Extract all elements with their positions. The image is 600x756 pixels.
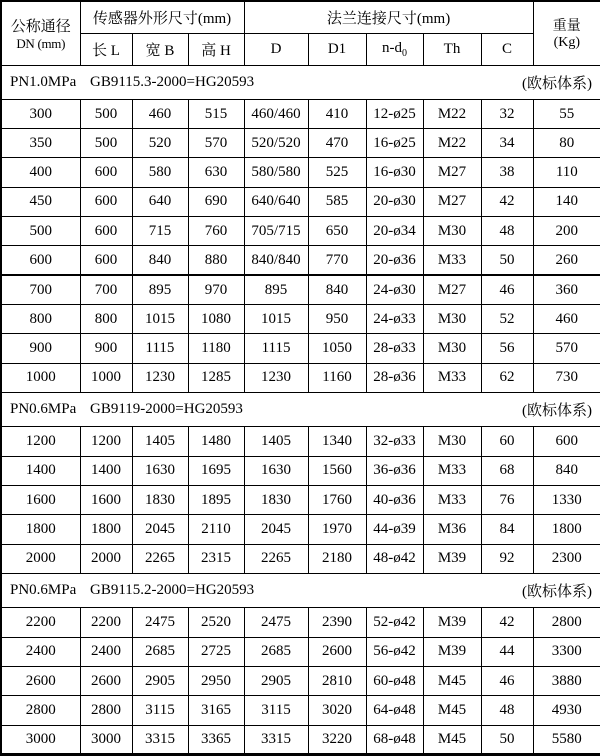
weight-header-cell <box>533 1 600 65</box>
table-cell: 840 <box>132 246 188 275</box>
table-header <box>1 1 600 65</box>
table-cell: 2905 <box>244 666 308 695</box>
section-header-row <box>1 392 600 426</box>
table-cell: 770 <box>308 246 366 275</box>
table-cell: 3220 <box>308 725 366 754</box>
dn-value-cell: 800 <box>1 305 80 334</box>
table-cell: 32-ø33 <box>366 427 423 456</box>
table-cell: 46 <box>481 275 533 304</box>
table-cell: M45 <box>423 696 481 725</box>
table-row <box>1 544 600 573</box>
sensor-dimensions-group-header: 传感器外形尺寸(mm) <box>80 1 244 33</box>
table-cell: 38 <box>481 158 533 187</box>
table-cell: 1480 <box>188 427 244 456</box>
table-cell: 24-ø33 <box>366 305 423 334</box>
column-header-height: 高 H <box>188 33 244 65</box>
dn-header-line1: 公称通径 <box>10 18 71 35</box>
table-cell: 3315 <box>244 725 308 754</box>
table-cell: 48 <box>481 696 533 725</box>
standard-code-label: GB9119-2000=HG20593 <box>90 401 243 418</box>
table-cell: 1115 <box>244 334 308 363</box>
table-cell: 16-ø30 <box>366 158 423 187</box>
table-cell: 55 <box>533 99 600 128</box>
table-cell: M36 <box>423 515 481 544</box>
header-row-groups <box>1 1 600 33</box>
table-row <box>1 246 600 275</box>
dn-value-cell: 1000 <box>1 363 80 392</box>
table-cell: 2000 <box>80 544 132 573</box>
table-cell: 2950 <box>188 666 244 695</box>
table-cell: 2390 <box>308 608 366 637</box>
table-row <box>1 725 600 754</box>
table-cell: 3165 <box>188 696 244 725</box>
dn-header-cell <box>1 1 80 65</box>
column-header-c: C <box>481 33 533 65</box>
table-cell: 3365 <box>188 725 244 754</box>
table-cell: 600 <box>533 427 600 456</box>
pressure-rating-label: PN0.6MPa <box>10 401 77 418</box>
table-cell: 56 <box>481 334 533 363</box>
dn-header-line2: DN (mm) <box>16 35 66 51</box>
table-cell: 840 <box>533 456 600 485</box>
table-cell: M27 <box>423 158 481 187</box>
table-cell: 32 <box>481 99 533 128</box>
table-cell: 600 <box>80 246 132 275</box>
table-row <box>1 427 600 456</box>
table-cell: 880 <box>188 246 244 275</box>
table-cell: 1760 <box>308 485 366 514</box>
table-cell: 800 <box>80 305 132 334</box>
table-cell: 1340 <box>308 427 366 456</box>
dn-value-cell: 1600 <box>1 485 80 514</box>
table-row <box>1 637 600 666</box>
table-cell: 2810 <box>308 666 366 695</box>
dn-value-cell: 600 <box>1 246 80 275</box>
table-cell: 1895 <box>188 485 244 514</box>
table-cell: 1230 <box>132 363 188 392</box>
table-cell: 56-ø42 <box>366 637 423 666</box>
dn-value-cell: 500 <box>1 217 80 246</box>
table-cell: 410 <box>308 99 366 128</box>
dn-value-cell: 2400 <box>1 637 80 666</box>
table-cell: 1830 <box>132 485 188 514</box>
table-cell: 4930 <box>533 696 600 725</box>
table-cell: 44-ø39 <box>366 515 423 544</box>
table-row <box>1 99 600 128</box>
table-cell: M30 <box>423 217 481 246</box>
table-cell: 1285 <box>188 363 244 392</box>
dn-value-cell: 2200 <box>1 608 80 637</box>
table-cell: 2905 <box>132 666 188 695</box>
table-cell: 3315 <box>132 725 188 754</box>
table-cell: 3115 <box>132 696 188 725</box>
table-cell: 1015 <box>244 305 308 334</box>
column-header-th: Th <box>423 33 481 65</box>
table-cell: 20-ø34 <box>366 217 423 246</box>
dn-value-cell: 700 <box>1 275 80 304</box>
table-cell: 1160 <box>308 363 366 392</box>
table-cell: 40-ø36 <box>366 485 423 514</box>
table-cell: 760 <box>188 217 244 246</box>
table-cell: 690 <box>188 187 244 216</box>
table-cell: 460 <box>533 305 600 334</box>
table-row <box>1 334 600 363</box>
dn-value-cell: 2800 <box>1 696 80 725</box>
table-cell: 2315 <box>188 544 244 573</box>
table-cell: M33 <box>423 246 481 275</box>
dn-value-cell: 900 <box>1 334 80 363</box>
table-cell: 1000 <box>80 363 132 392</box>
table-cell: 900 <box>80 334 132 363</box>
table-cell: 64-ø48 <box>366 696 423 725</box>
table-cell: M39 <box>423 544 481 573</box>
column-header-length: 长 L <box>80 33 132 65</box>
table-row <box>1 363 600 392</box>
table-row <box>1 305 600 334</box>
section-header-cell <box>1 573 600 607</box>
dn-value-cell: 450 <box>1 187 80 216</box>
table-cell: 500 <box>80 99 132 128</box>
table-cell: 600 <box>80 187 132 216</box>
table-cell: 48 <box>481 217 533 246</box>
table-cell: 1630 <box>244 456 308 485</box>
table-cell: 460 <box>132 99 188 128</box>
table-cell: 24-ø30 <box>366 275 423 304</box>
table-cell: 1970 <box>308 515 366 544</box>
dn-value-cell: 1400 <box>1 456 80 485</box>
table-cell: 1600 <box>80 485 132 514</box>
table-cell: 360 <box>533 275 600 304</box>
dn-value-cell: 2600 <box>1 666 80 695</box>
column-header-d: D <box>244 33 308 65</box>
table-cell: 50 <box>481 246 533 275</box>
table-cell: 2200 <box>80 608 132 637</box>
header-row-columns <box>1 33 600 65</box>
table-cell: 840/840 <box>244 246 308 275</box>
table-cell: 92 <box>481 544 533 573</box>
table-cell: M45 <box>423 725 481 754</box>
table-cell: 1115 <box>132 334 188 363</box>
table-cell: M27 <box>423 187 481 216</box>
table-cell: 20-ø36 <box>366 246 423 275</box>
table-cell: 3880 <box>533 666 600 695</box>
table-cell: M39 <box>423 637 481 666</box>
table-cell: 68-ø48 <box>366 725 423 754</box>
standard-code-label: GB9115.2-2000=HG20593 <box>90 582 255 599</box>
table-cell: 520/520 <box>244 129 308 158</box>
dn-value-cell: 1800 <box>1 515 80 544</box>
table-cell: 2800 <box>80 696 132 725</box>
table-cell: 2045 <box>244 515 308 544</box>
table-cell: 1695 <box>188 456 244 485</box>
column-header-d1: D1 <box>308 33 366 65</box>
table-cell: M30 <box>423 334 481 363</box>
table-cell: 705/715 <box>244 217 308 246</box>
table-cell: 970 <box>188 275 244 304</box>
table-cell: M45 <box>423 666 481 695</box>
table-cell: 2600 <box>80 666 132 695</box>
section-header-row <box>1 65 600 99</box>
table-cell: 3300 <box>533 637 600 666</box>
table-cell: M33 <box>423 363 481 392</box>
table-cell: 2475 <box>132 608 188 637</box>
table-cell: 60-ø48 <box>366 666 423 695</box>
table-cell: 840 <box>308 275 366 304</box>
table-cell: 1560 <box>308 456 366 485</box>
table-cell: M22 <box>423 129 481 158</box>
standard-system-label: (欧标体系) <box>522 584 593 601</box>
table-cell: 36-ø36 <box>366 456 423 485</box>
table-cell: 640/640 <box>244 187 308 216</box>
table-cell: 3115 <box>244 696 308 725</box>
table-cell: M33 <box>423 485 481 514</box>
table-cell: 630 <box>188 158 244 187</box>
weight-header-line2: (Kg) <box>553 35 581 51</box>
pressure-rating-label: PN1.0MPa <box>10 73 77 90</box>
table-cell: 1800 <box>533 515 600 544</box>
section-header-row <box>1 573 600 607</box>
table-cell: 1015 <box>132 305 188 334</box>
table-cell: 62 <box>481 363 533 392</box>
table-cell: 12-ø25 <box>366 99 423 128</box>
table-row <box>1 696 600 725</box>
table-row <box>1 158 600 187</box>
table-cell: 2685 <box>244 637 308 666</box>
flange-dimensions-group-header: 法兰连接尺寸(mm) <box>244 1 533 33</box>
table-cell: 2110 <box>188 515 244 544</box>
table-cell: 28-ø33 <box>366 334 423 363</box>
dn-value-cell: 3000 <box>1 725 80 754</box>
table-cell: 84 <box>481 515 533 544</box>
table-cell: 470 <box>308 129 366 158</box>
table-cell: 60 <box>481 427 533 456</box>
table-cell: 950 <box>308 305 366 334</box>
table-cell: M30 <box>423 305 481 334</box>
table-cell: 730 <box>533 363 600 392</box>
standard-system-label: (欧标体系) <box>522 75 593 92</box>
table-cell: 48-ø42 <box>366 544 423 573</box>
table-cell: 715 <box>132 217 188 246</box>
dn-value-cell: 1200 <box>1 427 80 456</box>
dn-value-cell: 2000 <box>1 544 80 573</box>
table-cell: 52 <box>481 305 533 334</box>
table-cell: 2475 <box>244 608 308 637</box>
table-cell: 44 <box>481 637 533 666</box>
column-header-n-d0 <box>366 33 423 65</box>
table-cell: 2265 <box>132 544 188 573</box>
table-cell: 1230 <box>244 363 308 392</box>
table-row <box>1 275 600 304</box>
table-cell: 260 <box>533 246 600 275</box>
table-cell: 1180 <box>188 334 244 363</box>
table-cell: 520 <box>132 129 188 158</box>
table-cell: 140 <box>533 187 600 216</box>
table-row <box>1 666 600 695</box>
table-cell: M27 <box>423 275 481 304</box>
dn-value-cell: 300 <box>1 99 80 128</box>
table-cell: 68 <box>481 456 533 485</box>
table-cell: 2400 <box>80 637 132 666</box>
table-cell: 570 <box>188 129 244 158</box>
table-cell: 640 <box>132 187 188 216</box>
section-header-cell <box>1 65 600 99</box>
table-row <box>1 515 600 544</box>
table-cell: 1405 <box>132 427 188 456</box>
table-cell: 460/460 <box>244 99 308 128</box>
dn-value-cell: 350 <box>1 129 80 158</box>
table-cell: 515 <box>188 99 244 128</box>
table-row <box>1 217 600 246</box>
table-cell: 1200 <box>80 427 132 456</box>
table-cell: 1330 <box>533 485 600 514</box>
table-cell: 580/580 <box>244 158 308 187</box>
table-cell: 16-ø25 <box>366 129 423 158</box>
table-cell: M30 <box>423 427 481 456</box>
table-row <box>1 129 600 158</box>
n-d0-label: n-d <box>382 39 403 56</box>
table-cell: 3020 <box>308 696 366 725</box>
table-cell: 1050 <box>308 334 366 363</box>
table-cell: 1400 <box>80 456 132 485</box>
standard-code-label: GB9115.3-2000=HG20593 <box>90 73 255 90</box>
table-cell: 20-ø30 <box>366 187 423 216</box>
table-cell: 46 <box>481 666 533 695</box>
table-cell: 585 <box>308 187 366 216</box>
table-cell: 1630 <box>132 456 188 485</box>
table-cell: 110 <box>533 158 600 187</box>
table-cell: 2600 <box>308 637 366 666</box>
table-cell: 600 <box>80 217 132 246</box>
dn-value-cell: 400 <box>1 158 80 187</box>
table-cell: 600 <box>80 158 132 187</box>
table-cell: 3000 <box>80 725 132 754</box>
table-cell: 895 <box>244 275 308 304</box>
table-cell: 2800 <box>533 608 600 637</box>
column-header-width: 宽 B <box>132 33 188 65</box>
table-cell: 1080 <box>188 305 244 334</box>
table-cell: 1405 <box>244 427 308 456</box>
table-cell: 1800 <box>80 515 132 544</box>
table-cell: 76 <box>481 485 533 514</box>
table-row <box>1 456 600 485</box>
table-row <box>1 608 600 637</box>
table-cell: 50 <box>481 725 533 754</box>
table-cell: 34 <box>481 129 533 158</box>
table-cell: 2520 <box>188 608 244 637</box>
n-d0-subscript: 0 <box>402 47 408 59</box>
table-cell: 80 <box>533 129 600 158</box>
table-cell: 2300 <box>533 544 600 573</box>
table-cell: M22 <box>423 99 481 128</box>
table-cell: 200 <box>533 217 600 246</box>
table-row <box>1 485 600 514</box>
table-cell: 52-ø42 <box>366 608 423 637</box>
table-cell: M33 <box>423 456 481 485</box>
table-row <box>1 187 600 216</box>
weight-header-line1: 重量 <box>552 19 581 35</box>
table-cell: M39 <box>423 608 481 637</box>
table-cell: 500 <box>80 129 132 158</box>
table-cell: 2045 <box>132 515 188 544</box>
standard-system-label: (欧标体系) <box>522 403 593 420</box>
table-cell: 580 <box>132 158 188 187</box>
table-cell: 2725 <box>188 637 244 666</box>
table-cell: 650 <box>308 217 366 246</box>
table-cell: 525 <box>308 158 366 187</box>
table-cell: 2685 <box>132 637 188 666</box>
section-header-cell <box>1 392 600 426</box>
table-cell: 895 <box>132 275 188 304</box>
table-cell: 700 <box>80 275 132 304</box>
table-cell: 2265 <box>244 544 308 573</box>
table-cell: 42 <box>481 608 533 637</box>
table-cell: 5580 <box>533 725 600 754</box>
table-cell: 2180 <box>308 544 366 573</box>
table-body <box>1 65 600 755</box>
table-cell: 28-ø36 <box>366 363 423 392</box>
table-cell: 42 <box>481 187 533 216</box>
table-cell: 570 <box>533 334 600 363</box>
table-cell: 1830 <box>244 485 308 514</box>
pressure-rating-label: PN0.6MPa <box>10 582 77 599</box>
